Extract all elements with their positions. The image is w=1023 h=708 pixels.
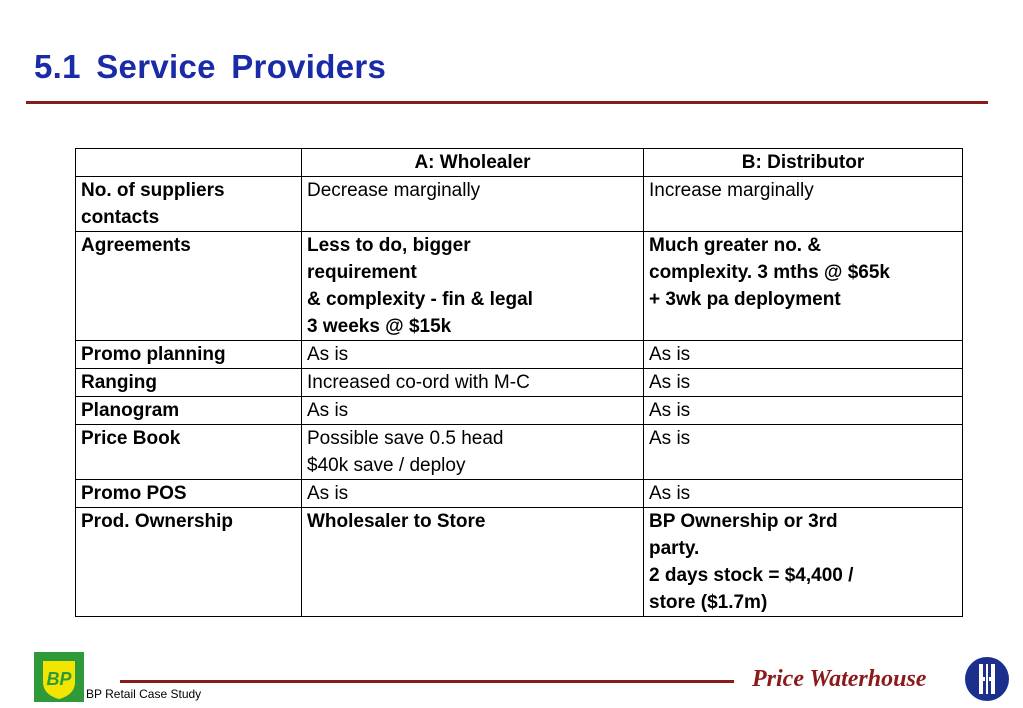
price-waterhouse-logo (964, 656, 1010, 702)
table-row (76, 369, 963, 397)
wholesaler-cell (302, 397, 644, 425)
row-label-cell (76, 177, 302, 232)
footer-firm-name: Price Waterhouse (752, 666, 927, 692)
cell-text-line: Ranging (81, 372, 157, 393)
cell-text-line: BP Ownership or 3rd (649, 511, 838, 532)
header-empty (76, 149, 302, 177)
cell-text-line: Decrease marginally (307, 180, 481, 201)
cell-text-line: As is (649, 428, 691, 449)
comparison-table (75, 148, 963, 617)
cell-text-line: Wholesaler to Store (307, 511, 486, 532)
header-wholesaler: A: Wholealer (302, 149, 644, 177)
cell-text-line: Promo planning (81, 344, 226, 365)
cell-text-line: Planogram (81, 400, 180, 421)
slide-title: 5.1 Service Providers (34, 48, 387, 85)
wholesaler-cell (302, 341, 644, 369)
distributor-cell (644, 397, 963, 425)
row-label-cell (76, 341, 302, 369)
cell-text-line: Less to do, bigger (307, 235, 471, 256)
distributor-cell (644, 369, 963, 397)
table-row (76, 177, 963, 232)
wholesaler-cell (302, 425, 644, 480)
cell-text-line: + 3wk pa deployment (649, 289, 841, 310)
cell-text-line: No. of suppliers (81, 180, 225, 201)
distributor-cell (644, 232, 963, 341)
row-label-cell (76, 397, 302, 425)
wholesaler-cell (302, 369, 644, 397)
cell-text-line: & complexity - fin & legal (307, 289, 533, 310)
cell-text-line: Promo POS (81, 483, 187, 504)
footer-case-study: BP Retail Case Study (86, 687, 202, 701)
cell-text-line: complexity. 3 mths @ $65k (649, 262, 890, 283)
cell-text-line: Price Book (81, 428, 181, 449)
table-row (76, 397, 963, 425)
row-label-cell (76, 425, 302, 480)
cell-text-line: Increased co-ord with M-C (307, 372, 530, 393)
cell-text-line: Much greater no. & (649, 235, 822, 256)
cell-text-line: As is (649, 372, 691, 393)
distributor-cell (644, 425, 963, 480)
cell-text-line: As is (307, 400, 349, 421)
wholesaler-cell (302, 480, 644, 508)
cell-text-line: requirement (307, 262, 417, 283)
title-divider (26, 101, 988, 104)
cell-text-line: contacts (81, 207, 160, 228)
distributor-cell (644, 480, 963, 508)
cell-text-line: As is (649, 483, 691, 504)
cell-text-line: 2 days stock = $4,400 / (649, 565, 854, 586)
table-row (76, 232, 963, 341)
cell-text-line: Agreements (81, 235, 191, 256)
distributor-cell (644, 177, 963, 232)
header-distributor: B: Distributor (644, 149, 963, 177)
row-label-cell (76, 508, 302, 617)
row-label-cell (76, 480, 302, 508)
footer-divider (120, 680, 734, 683)
bp-logo (34, 652, 84, 702)
wholesaler-cell (302, 232, 644, 341)
cell-text-line: $40k save / deploy (307, 455, 466, 476)
distributor-cell (644, 508, 963, 617)
bp-logo-text: BP (46, 669, 72, 689)
wholesaler-cell (302, 508, 644, 617)
cell-text-line: Increase marginally (649, 180, 814, 201)
cell-text-line: 3 weeks @ $15k (307, 316, 452, 337)
cell-text-line: As is (649, 400, 691, 421)
row-label-cell (76, 232, 302, 341)
table-row (76, 341, 963, 369)
cell-text-line: Possible save 0.5 head (307, 428, 504, 449)
row-label-cell (76, 369, 302, 397)
wholesaler-cell (302, 177, 644, 232)
cell-text-line: Prod. Ownership (81, 511, 234, 532)
table-header-row (76, 149, 963, 177)
cell-text-line: As is (649, 344, 691, 365)
table-row (76, 425, 963, 480)
cell-text-line: As is (307, 483, 349, 504)
table-row (76, 480, 963, 508)
table-row (76, 508, 963, 617)
distributor-cell (644, 341, 963, 369)
cell-text-line: party. (649, 538, 700, 559)
cell-text-line: As is (307, 344, 349, 365)
cell-text-line: store ($1.7m) (649, 592, 768, 613)
